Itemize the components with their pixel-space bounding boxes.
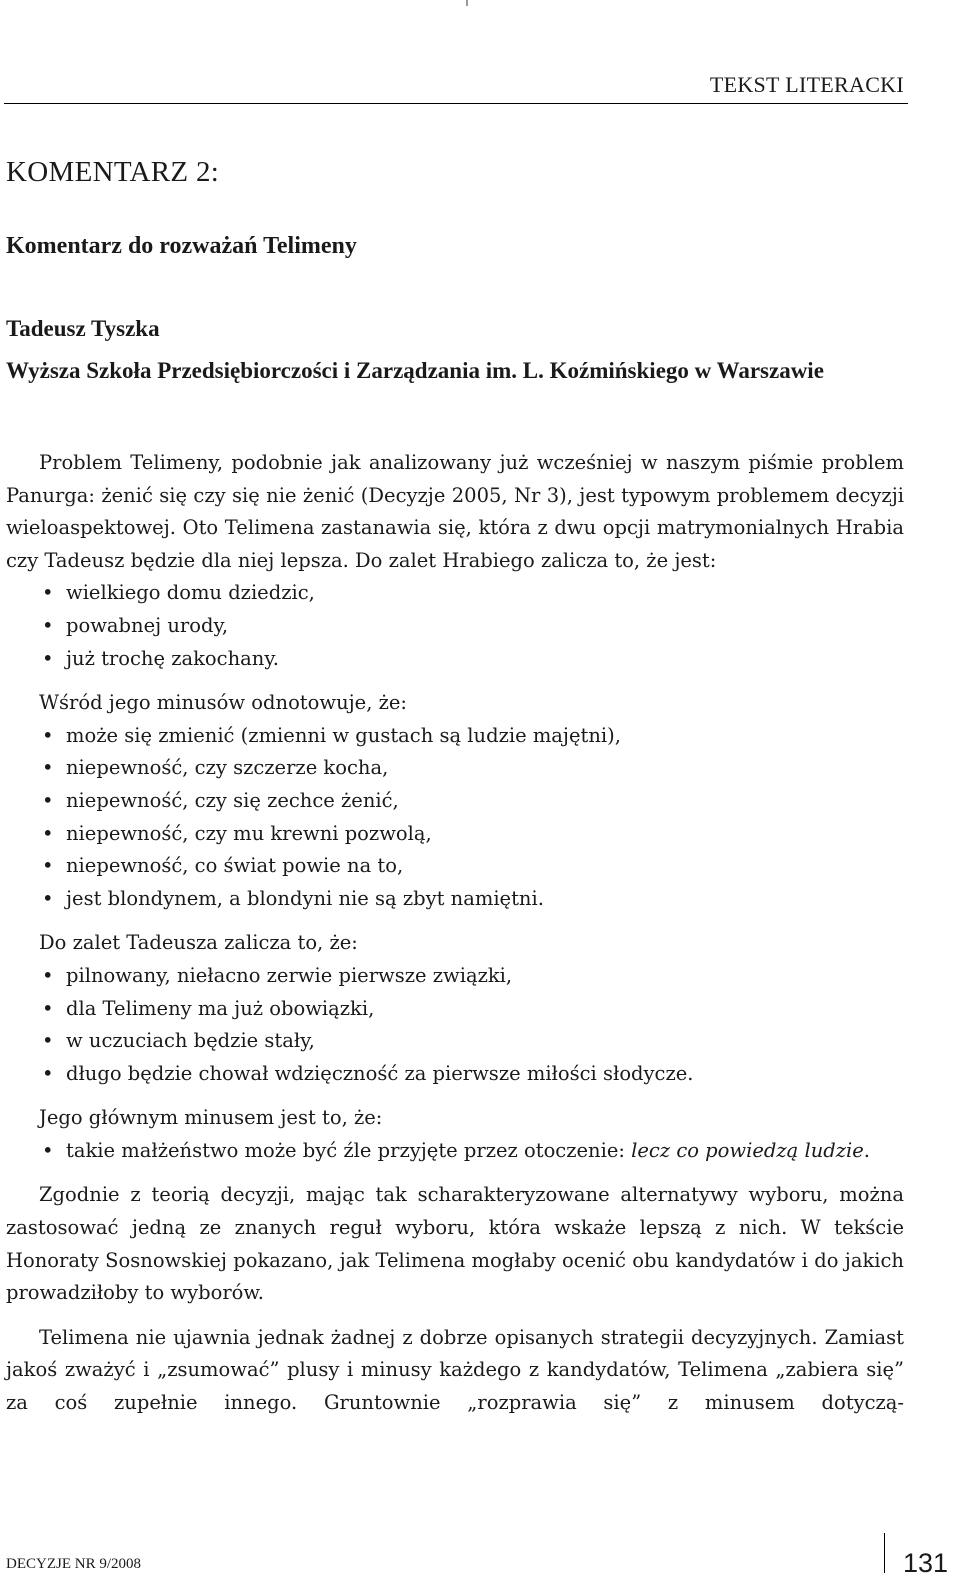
list-item-text: takie małżeństwo może być źle przyjęte przez otoczenie: [66, 1138, 632, 1162]
running-header: TEKST LITERACKI [709, 72, 904, 97]
list-item: • dla Telimeny ma już obowiązki, [66, 993, 904, 1026]
author-name: Tadeusz Tyszka [6, 316, 160, 341]
list-item: • niepewność, czy szczerze kocha, [66, 752, 904, 785]
paragraph: Zgodnie z teorią decyzji, mając tak scharakteryzowane alternatywy wyboru, można zastosować jedną ze znanych reguł wyboru, która wskaże lepszą z nich. W tekście Honoraty Sosnowskiej pokazano, jak Telimena mogłaby ocenić obu kandydatów i do jakich prowadziłoby to wyborów. [6, 1183, 904, 1305]
list-item-end: . [863, 1138, 870, 1162]
page-number: 131 [902, 1548, 948, 1578]
article-body [6, 447, 904, 1420]
bullet-list-tadeusz-cons [6, 1135, 904, 1168]
list-item: • niepewność, czy się zechce żenić, [66, 785, 904, 818]
paragraph: Telimena nie ujawnia jednak żadnej z dobrze opisanych strategii decyzyjnych. Zamiast jakoś zważyć i „zsumować” plusy i minusy każdego z kandydatów, Telimena „zabiera się” za coś zupełnie innego. Gruntownie „rozprawia się” z minusem dotyczą- [6, 1325, 904, 1415]
list-item [66, 1135, 904, 1168]
section-title: KOMENTARZ 2: [6, 156, 220, 188]
list-item: • niepewność, co świat powie na to, [66, 850, 904, 883]
page-number-rule [884, 1533, 885, 1573]
bullet-list-tadeusz-pros [6, 960, 904, 1090]
list-item: • powabnej urody, [66, 610, 904, 643]
paragraph: Jego głównym minusem jest to, że: [39, 1106, 383, 1130]
bullet-list-count-cons [6, 720, 904, 916]
list-item: • może się zmienić (zmienni w gustach są ludzie majętni), [66, 720, 904, 753]
list-item: • długo będzie chował wdzięczność za pierwsze miłości słodycze. [66, 1058, 904, 1091]
author-affiliation: Wyższa Szkoła Przedsiębiorczości i Zarządzania im. L. Koźmińskiego w Warszawie [6, 358, 824, 383]
paragraph: Do zalet Tadeusza zalicza to, że: [39, 931, 358, 955]
header-rule [4, 103, 908, 104]
journal-footer: DECYZJE NR 9/2008 [6, 1556, 141, 1572]
list-item: • wielkiego domu dziedzic, [66, 577, 904, 610]
quote-italic: lecz co powiedzą ludzie [631, 1138, 864, 1162]
list-item: • niepewność, czy mu krewni pozwolą, [66, 818, 904, 851]
list-item: • jest blondynem, a blondyni nie są zbyt namiętni. [66, 883, 904, 916]
list-item: • pilnowany, niełacno zerwie pierwsze związki, [66, 960, 904, 993]
paragraph: Problem Telimeny, podobnie jak analizowany już wcześniej w naszym piśmie problem Panurga: żenić się czy się nie żenić (Decyzje 2005, Nr 3), jest typowym problemem decyzji wieloaspektowej. Oto Telimena zastanawia się, która z dwu opcji matrymonialnych Hrabia czy Tadeusz będzie dla niej lepsza. Do zalet Hrabiego zalicza to, że jest: [6, 451, 904, 572]
article-title: Komentarz do rozważań Telimeny [6, 233, 357, 259]
scan-mark [466, 0, 468, 6]
bullet-list-count-pros [6, 577, 904, 675]
list-item: • w uczuciach będzie stały, [66, 1025, 904, 1058]
paragraph: Wśród jego minusów odnotowuje, że: [39, 691, 407, 715]
list-item: • już trochę zakochany. [66, 643, 904, 676]
